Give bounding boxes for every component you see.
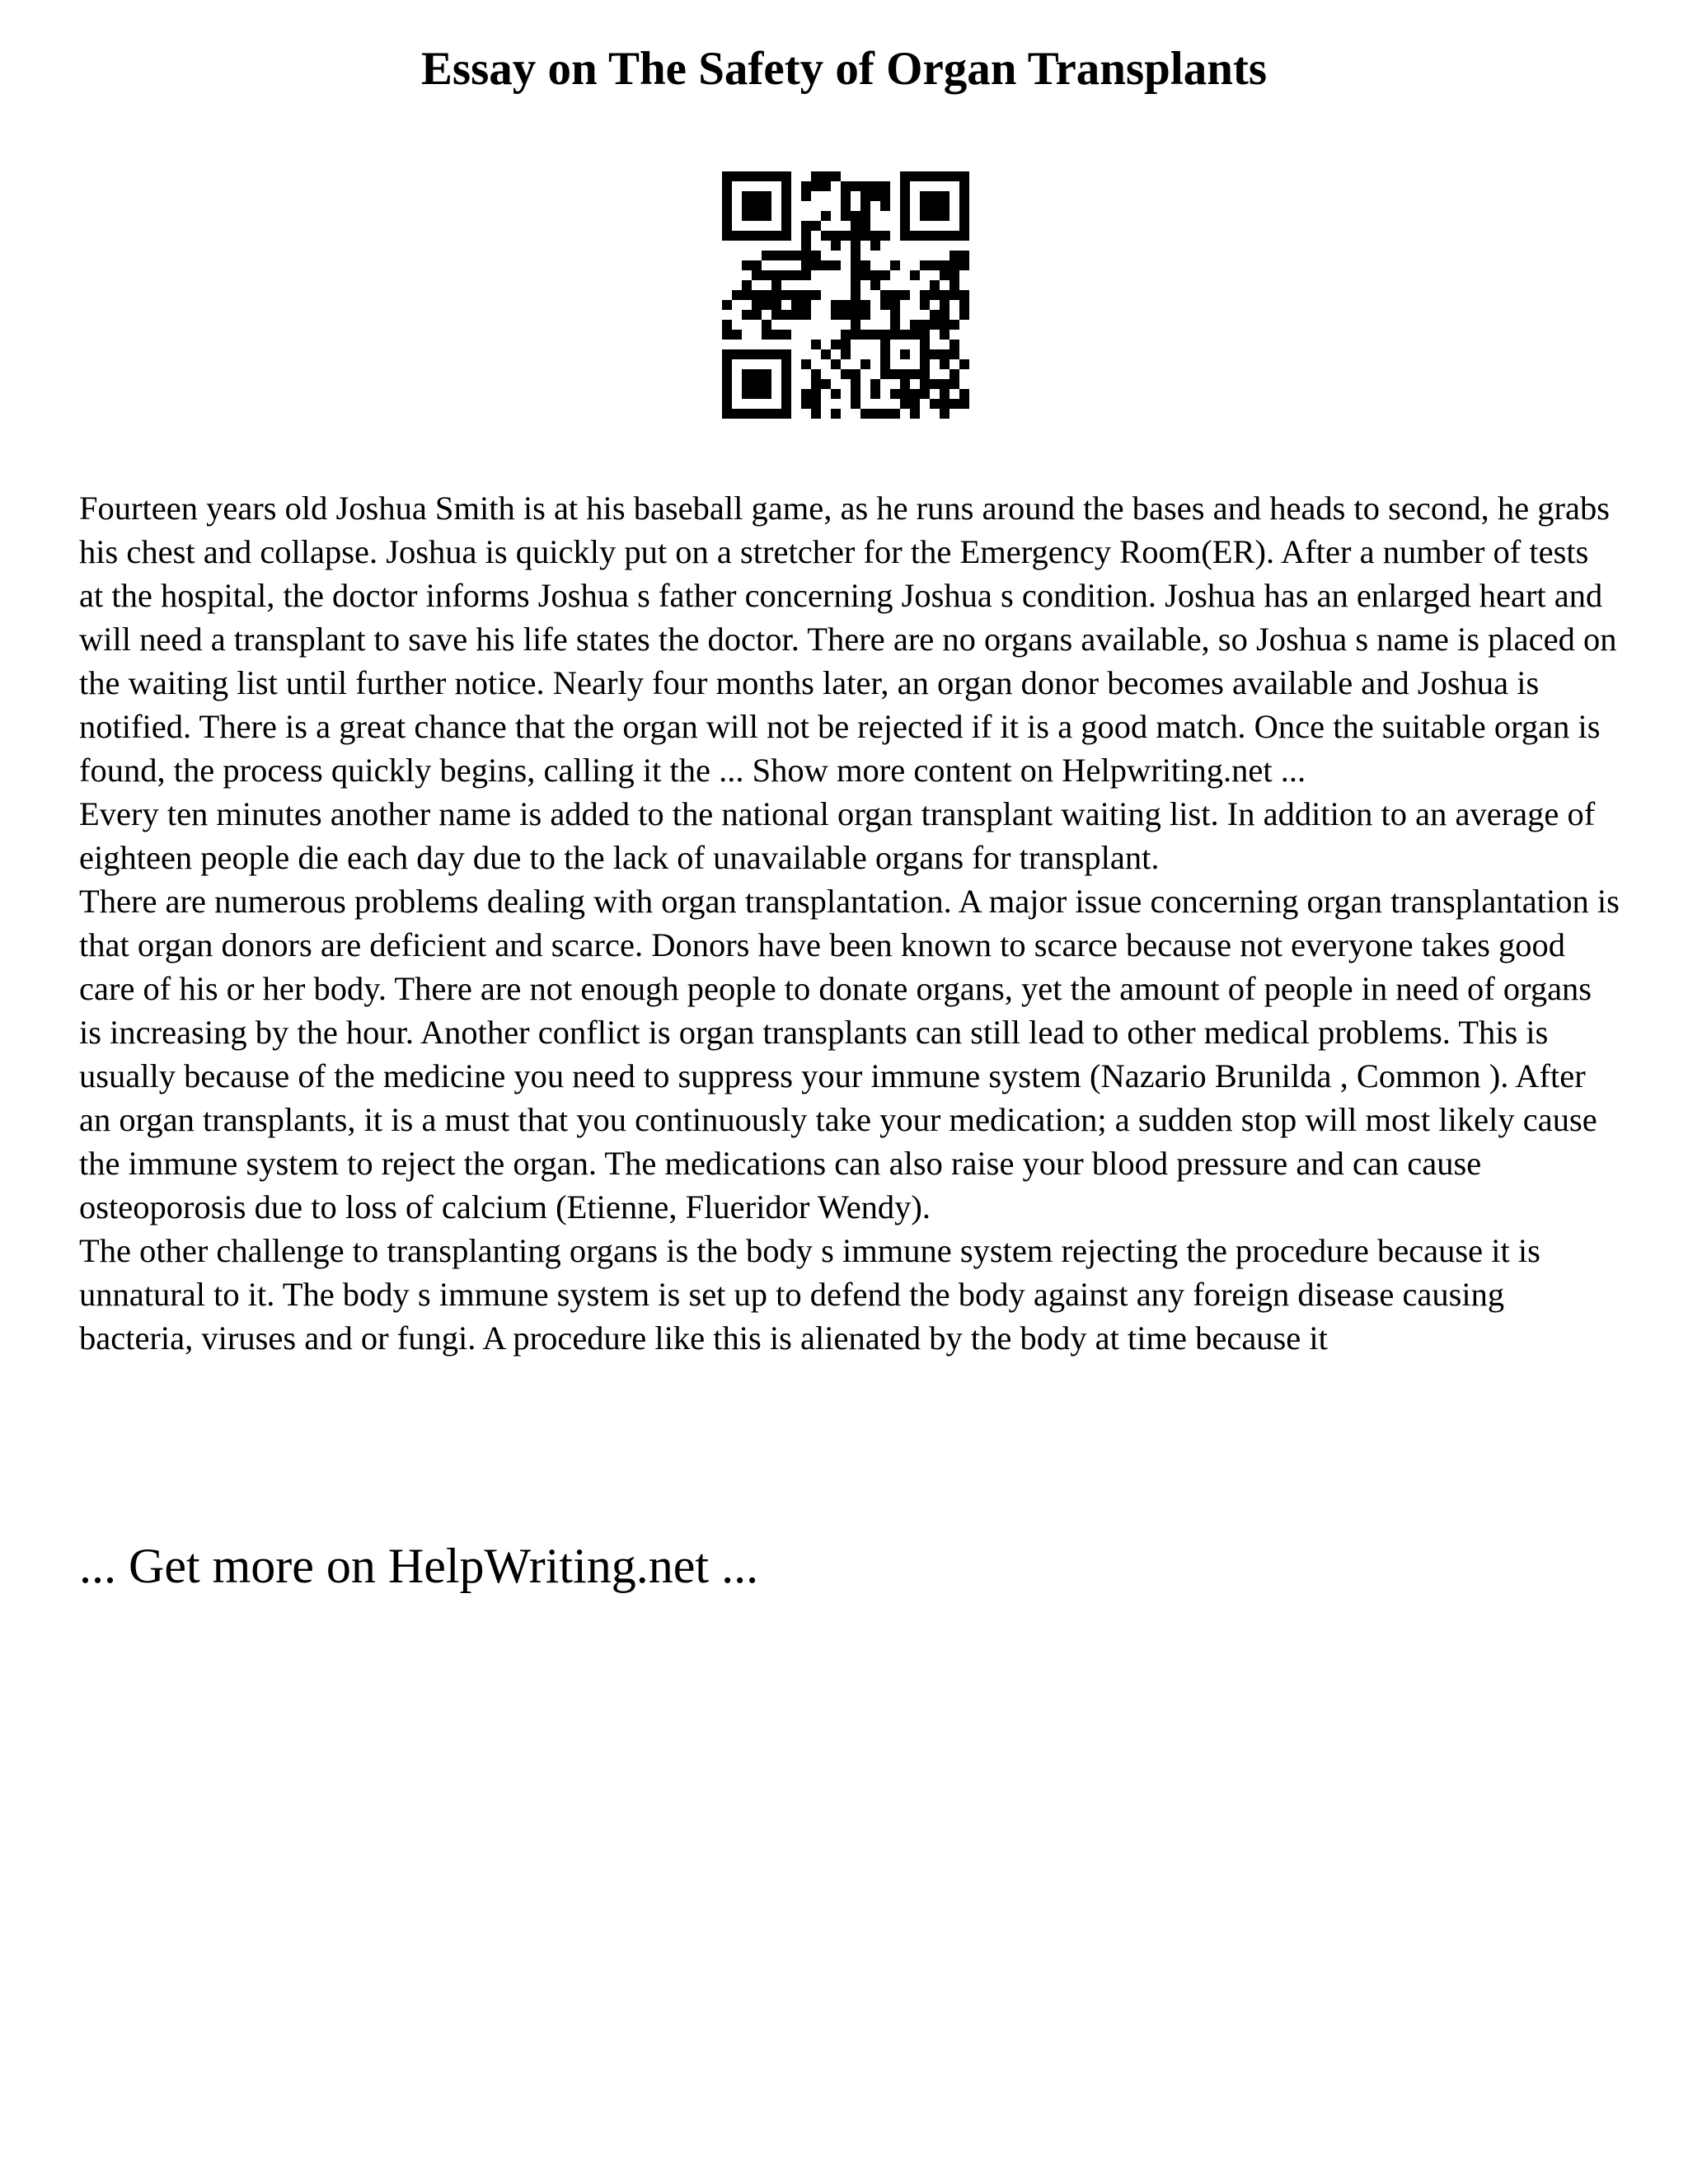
essay-paragraph: The other challenge to transplanting organs is the body s immune system rejecting the procedure because it is unnatural to it. The body s immune system is set up to defend the body against any foreign disease causing bacteria, viruses and or fungi. A procedure like this is alienated by the body at time because it	[79, 1232, 1540, 1357]
page-title: Essay on The Safety of Organ Transplants	[420, 43, 1268, 95]
essay-paragraph: Fourteen years old Joshua Smith is at his baseball game, as he runs around the bases and heads to second, he grabs his chest and collapse. Joshua is quickly put on a stretcher for the Emergency Room(ER). After a number of tests at the hospital, the doctor informs Joshua s father concerning Joshua s condition. Joshua has an enlarged heart and will need a transplant to save his life states the doctor. There are no organs available, so Joshua s name is placed on the waiting list until further notice. Nearly four months later, an organ donor becomes available and Joshua is notified. There is a great chance that the organ will not be rejected if it is a good match. Once the suitable organ is found, the process quickly begins, calling it the ... Show more content on Helpwriting.net ...	[79, 490, 1617, 789]
qr-code-icon[interactable]	[722, 171, 969, 419]
essay-paragraph: There are numerous problems dealing with organ transplantation. A major issue concerning organ transplantation is that organ donors are deficient and scarce. Donors have been known to scarce because not everyone takes good care of his or her body. There are not enough people to donate organs, yet the amount of people in need of organs is increasing by the hour. Another conflict is organ transplants can still lead to other medical problems. This is usually because of the medicine you need to suppress your immune system (Nazario Brunilda , Common ). After an organ transplants, it is a must that you continuously take your medication; a sudden stop will most likely cause the immune system to reject the organ. The medications can also raise your blood pressure and can cause osteoporosis due to loss of calcium (Etienne, Flueridor Wendy).	[79, 883, 1620, 1226]
get-more-link[interactable]: ... Get more on HelpWriting.net ...	[79, 1539, 759, 1593]
essay-body	[79, 486, 1620, 1360]
essay-paragraph: Every ten minutes another name is added to the national organ transplant waiting list. In addition to an average of eighteen people die each day due to the lack of unavailable organs for transplant.	[79, 795, 1596, 876]
